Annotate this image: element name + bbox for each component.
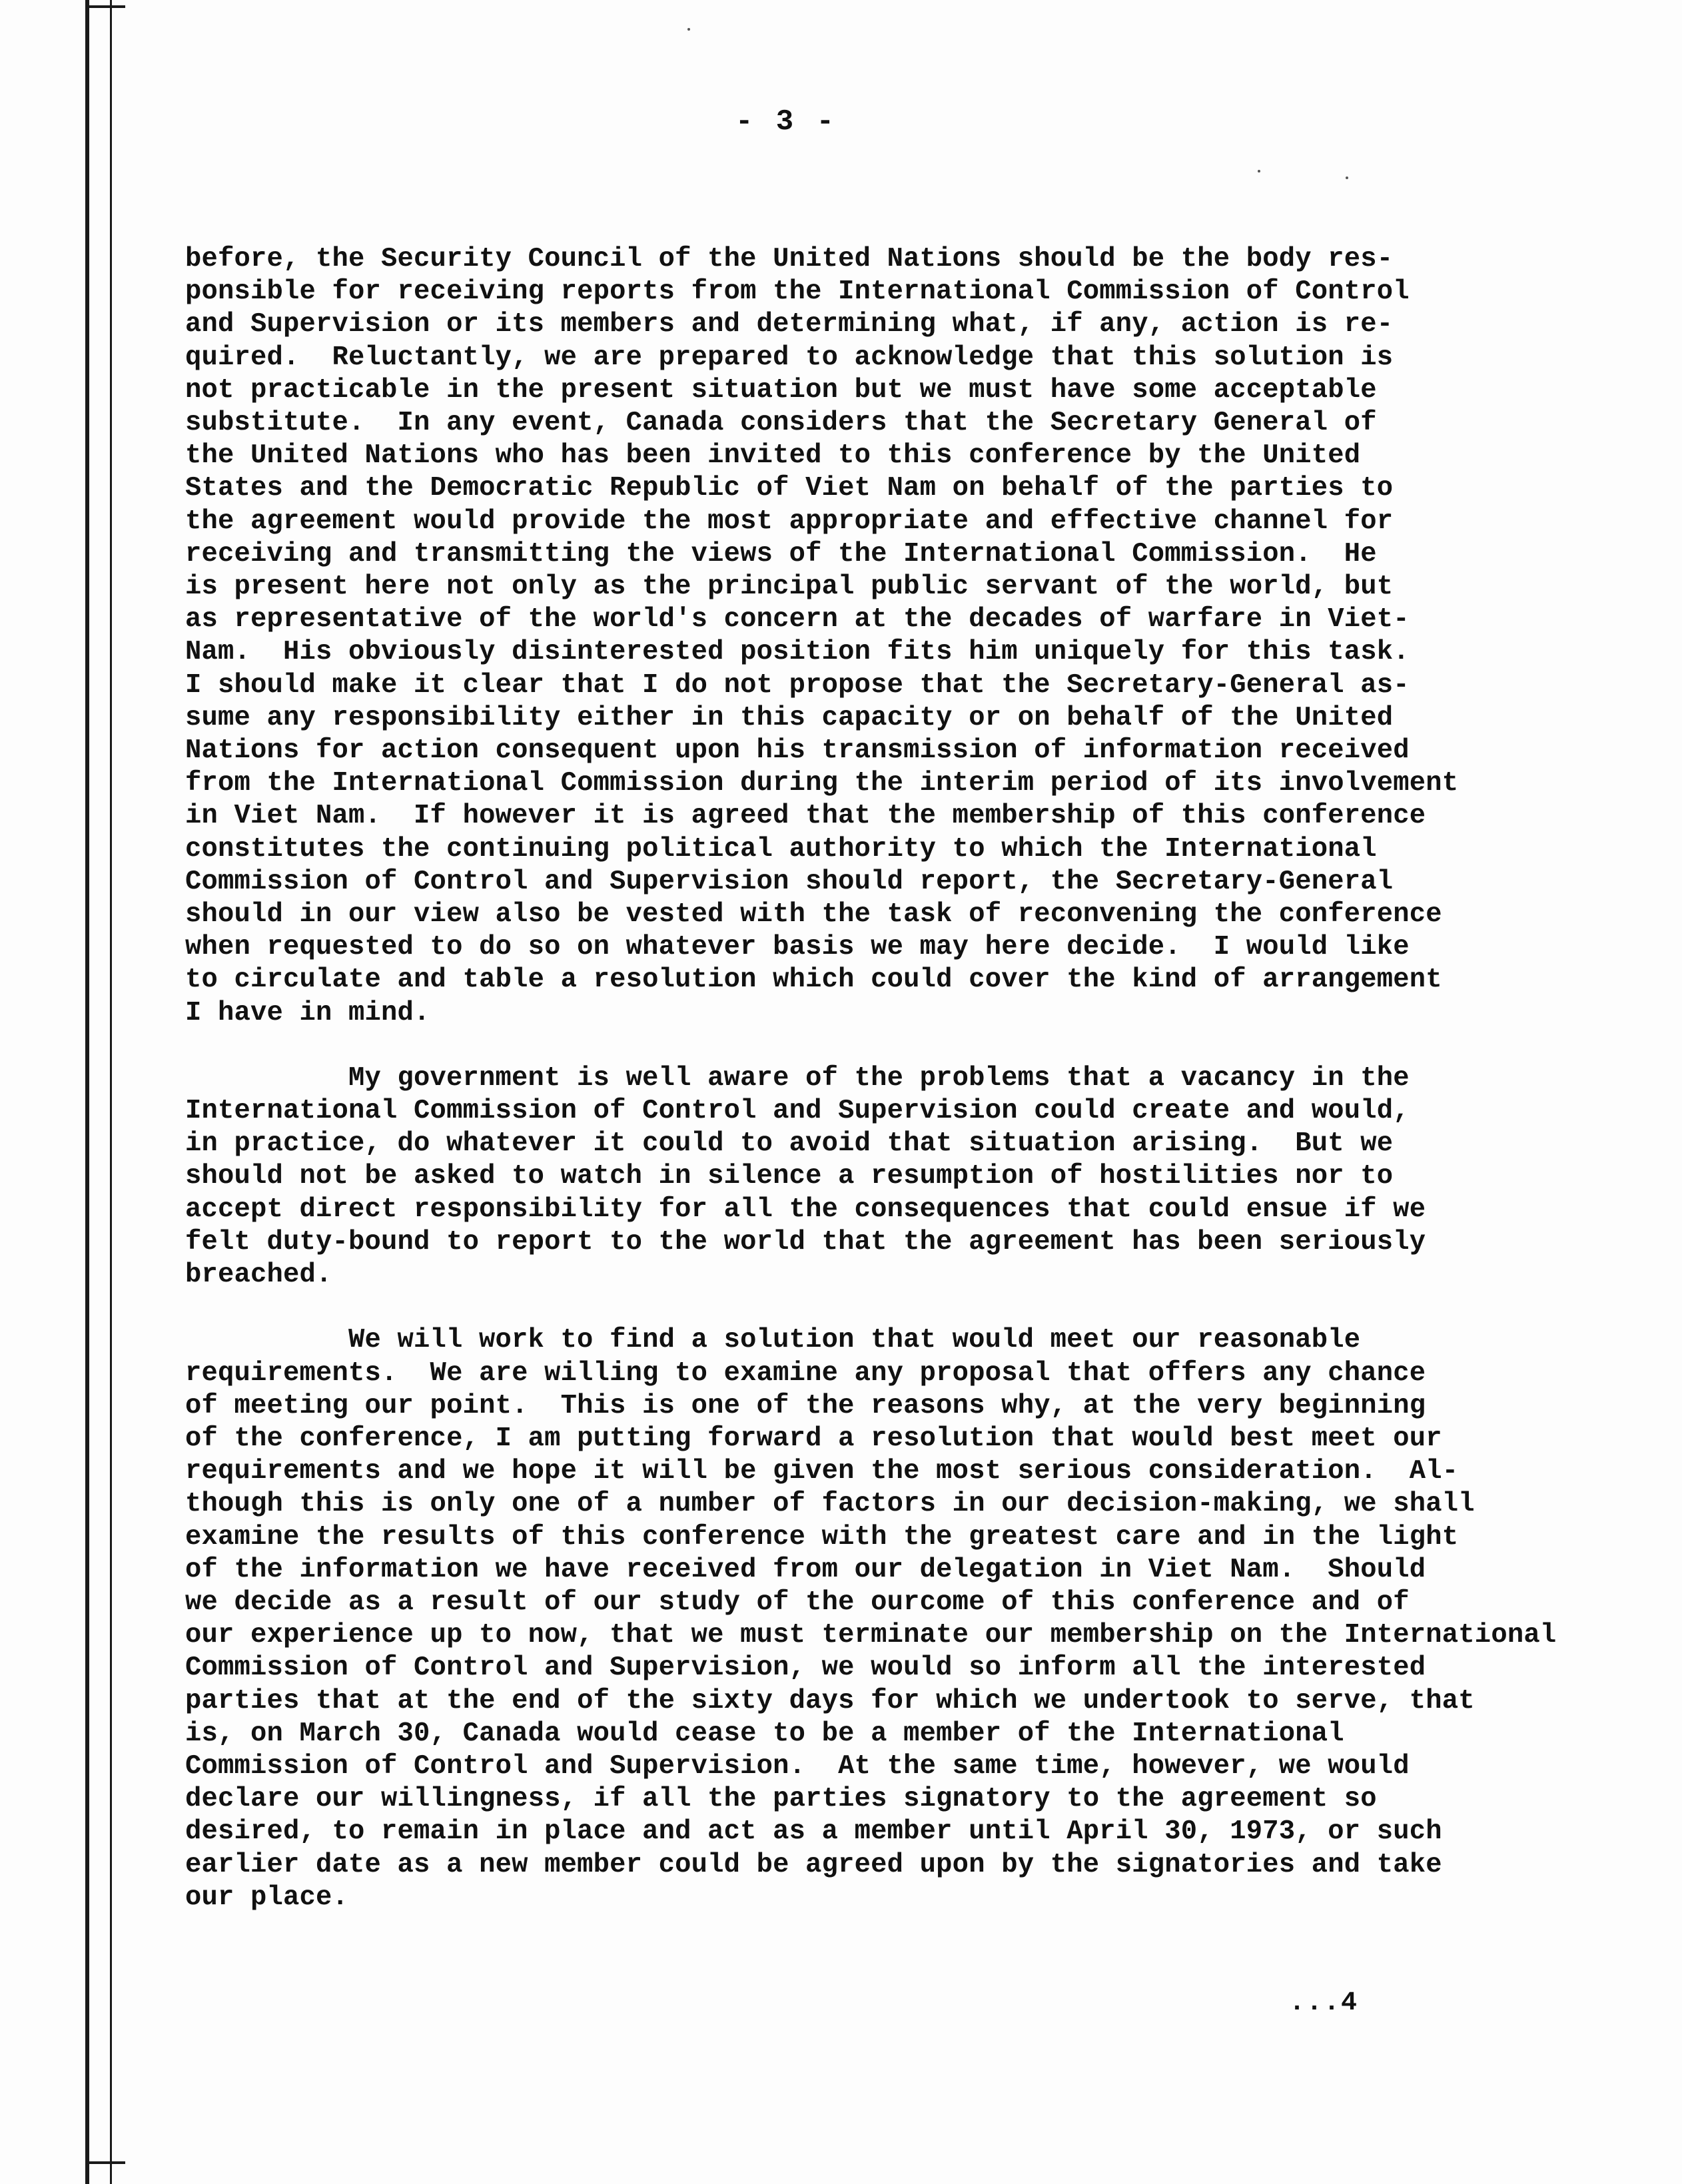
text-line: ponsible for receiving reports from the International Commission of Control <box>185 276 1410 308</box>
text-line: I have in mind. <box>185 997 430 1028</box>
text-line: to circulate and table a resolution which could cover the kind of arrangement <box>185 964 1442 996</box>
text-line: parties that at the end of the sixty days for which we undertook to serve, that <box>185 1685 1475 1716</box>
text-line: in Viet Nam. If however it is agreed that the membership of this conference <box>185 801 1426 832</box>
text-line: substitute. In any event, Canada considers that the Secretary General of <box>185 408 1377 439</box>
paragraph <box>185 1324 1617 1914</box>
text-line: constitutes the continuing political authority to which the International <box>185 833 1377 865</box>
scan-speck <box>687 28 690 31</box>
text-line: Commission of Control and Supervision. At the same time, however, we would <box>185 1750 1410 1782</box>
text-line: sume any responsibility either in this capacity or on behalf of the United <box>185 702 1394 733</box>
text-line: of the conference, I am putting forward a resolution that would best meet our <box>185 1423 1442 1454</box>
text-line: requirements and we hope it will be given the most serious consideration. Al- <box>185 1456 1459 1487</box>
text-line: of meeting our point. This is one of the reasons why, at the very beginning <box>185 1390 1426 1421</box>
text-line: in practice, do whatever it could to avoid that situation arising. But we <box>185 1128 1394 1160</box>
text-line: requirements. We are willing to examine any proposal that offers any chance <box>185 1357 1426 1389</box>
text-line: our place. <box>185 1882 349 1913</box>
text-line: Commission of Control and Supervision, we would so inform all the interested <box>185 1652 1426 1684</box>
page-number: - 3 - <box>735 105 837 139</box>
text-line: declare our willingness, if all the parties signatory to the agreement so <box>185 1784 1377 1815</box>
text-line: before, the Security Council of the United Nations should be the body res- <box>185 244 1394 274</box>
text-line: not practicable in the present situation but we must have some acceptable <box>185 374 1377 406</box>
text-line: from the International Commission during the interim period of its involvement <box>185 768 1459 799</box>
document-body <box>185 243 1617 1947</box>
text-line: of the information we have received from our delegation in Viet Nam. Should <box>185 1554 1426 1585</box>
text-line: States and the Democratic Republic of Viet Nam on behalf of the parties to <box>185 473 1394 504</box>
text-line: We will work to find a solution that would meet our reasonable <box>348 1325 1361 1356</box>
text-line: breached. <box>185 1260 332 1291</box>
text-line: I should make it clear that I do not propose that the Secretary-General as- <box>185 669 1410 701</box>
text-line: examine the results of this conference with the greatest care and in the light <box>185 1521 1459 1553</box>
text-line: as representative of the world's concern at the decades of warfare in Viet- <box>185 604 1410 635</box>
text-line: Commission of Control and Supervision should report, the Secretary-General <box>185 866 1394 897</box>
text-line: My government is well aware of the problems that a vacancy in the <box>348 1062 1410 1094</box>
text-line: the agreement would provide the most appropriate and effective channel for <box>185 506 1394 537</box>
text-line: should not be asked to watch in silence a resumption of hostilities nor to <box>185 1161 1394 1192</box>
text-line: our experience up to now, that we must terminate our membership on the International <box>185 1620 1557 1651</box>
text-line: receiving and transmitting the views of the International Commission. He <box>185 538 1377 569</box>
text-line: we decide as a result of our study of the ourcome of this conference and of <box>185 1587 1410 1618</box>
text-line: and Supervision or its members and determining what, if any, action is re- <box>185 309 1394 340</box>
paragraph <box>185 243 1617 1030</box>
text-line: quired. Reluctantly, we are prepared to acknowledge that this solution is <box>185 342 1394 373</box>
text-line: is, on March 30, Canada would cease to be a member of the International <box>185 1718 1344 1749</box>
text-line: though this is only one of a number of factors in our decision-making, we shall <box>185 1489 1475 1520</box>
text-line: is present here not only as the principal public servant of the world, but <box>185 571 1394 603</box>
scan-speck <box>1258 170 1260 173</box>
text-line: Nam. His obviously disinterested position fits him uniquely for this task. <box>185 637 1410 668</box>
text-line: earlier date as a new member could be agreed upon by the signatories and take <box>185 1849 1442 1880</box>
scan-binding-edge <box>85 0 112 2184</box>
text-line: desired, to remain in place and act as a member until April 30, 1973, or such <box>185 1816 1442 1848</box>
continuation-marker: ...4 <box>1289 1988 1359 2018</box>
text-line: should in our view also be vested with the task of reconvening the conference <box>185 899 1442 930</box>
scan-edge-bottom-mark <box>85 2161 125 2164</box>
text-line: International Commission of Control and Supervision could create and would, <box>185 1096 1410 1127</box>
scan-edge-top-mark <box>85 5 125 8</box>
text-line: when requested to do so on whatever basis we may here decide. I would like <box>185 932 1410 963</box>
text-line: the United Nations who has been invited to this conference by the United <box>185 440 1361 472</box>
text-line: felt duty-bound to report to the world that the agreement has been seriously <box>185 1226 1426 1258</box>
scan-speck <box>1346 177 1348 179</box>
text-line: accept direct responsibility for all the consequences that could ensue if we <box>185 1194 1426 1225</box>
text-line: Nations for action consequent upon his transmission of information received <box>185 735 1410 767</box>
paragraph <box>185 1062 1617 1291</box>
